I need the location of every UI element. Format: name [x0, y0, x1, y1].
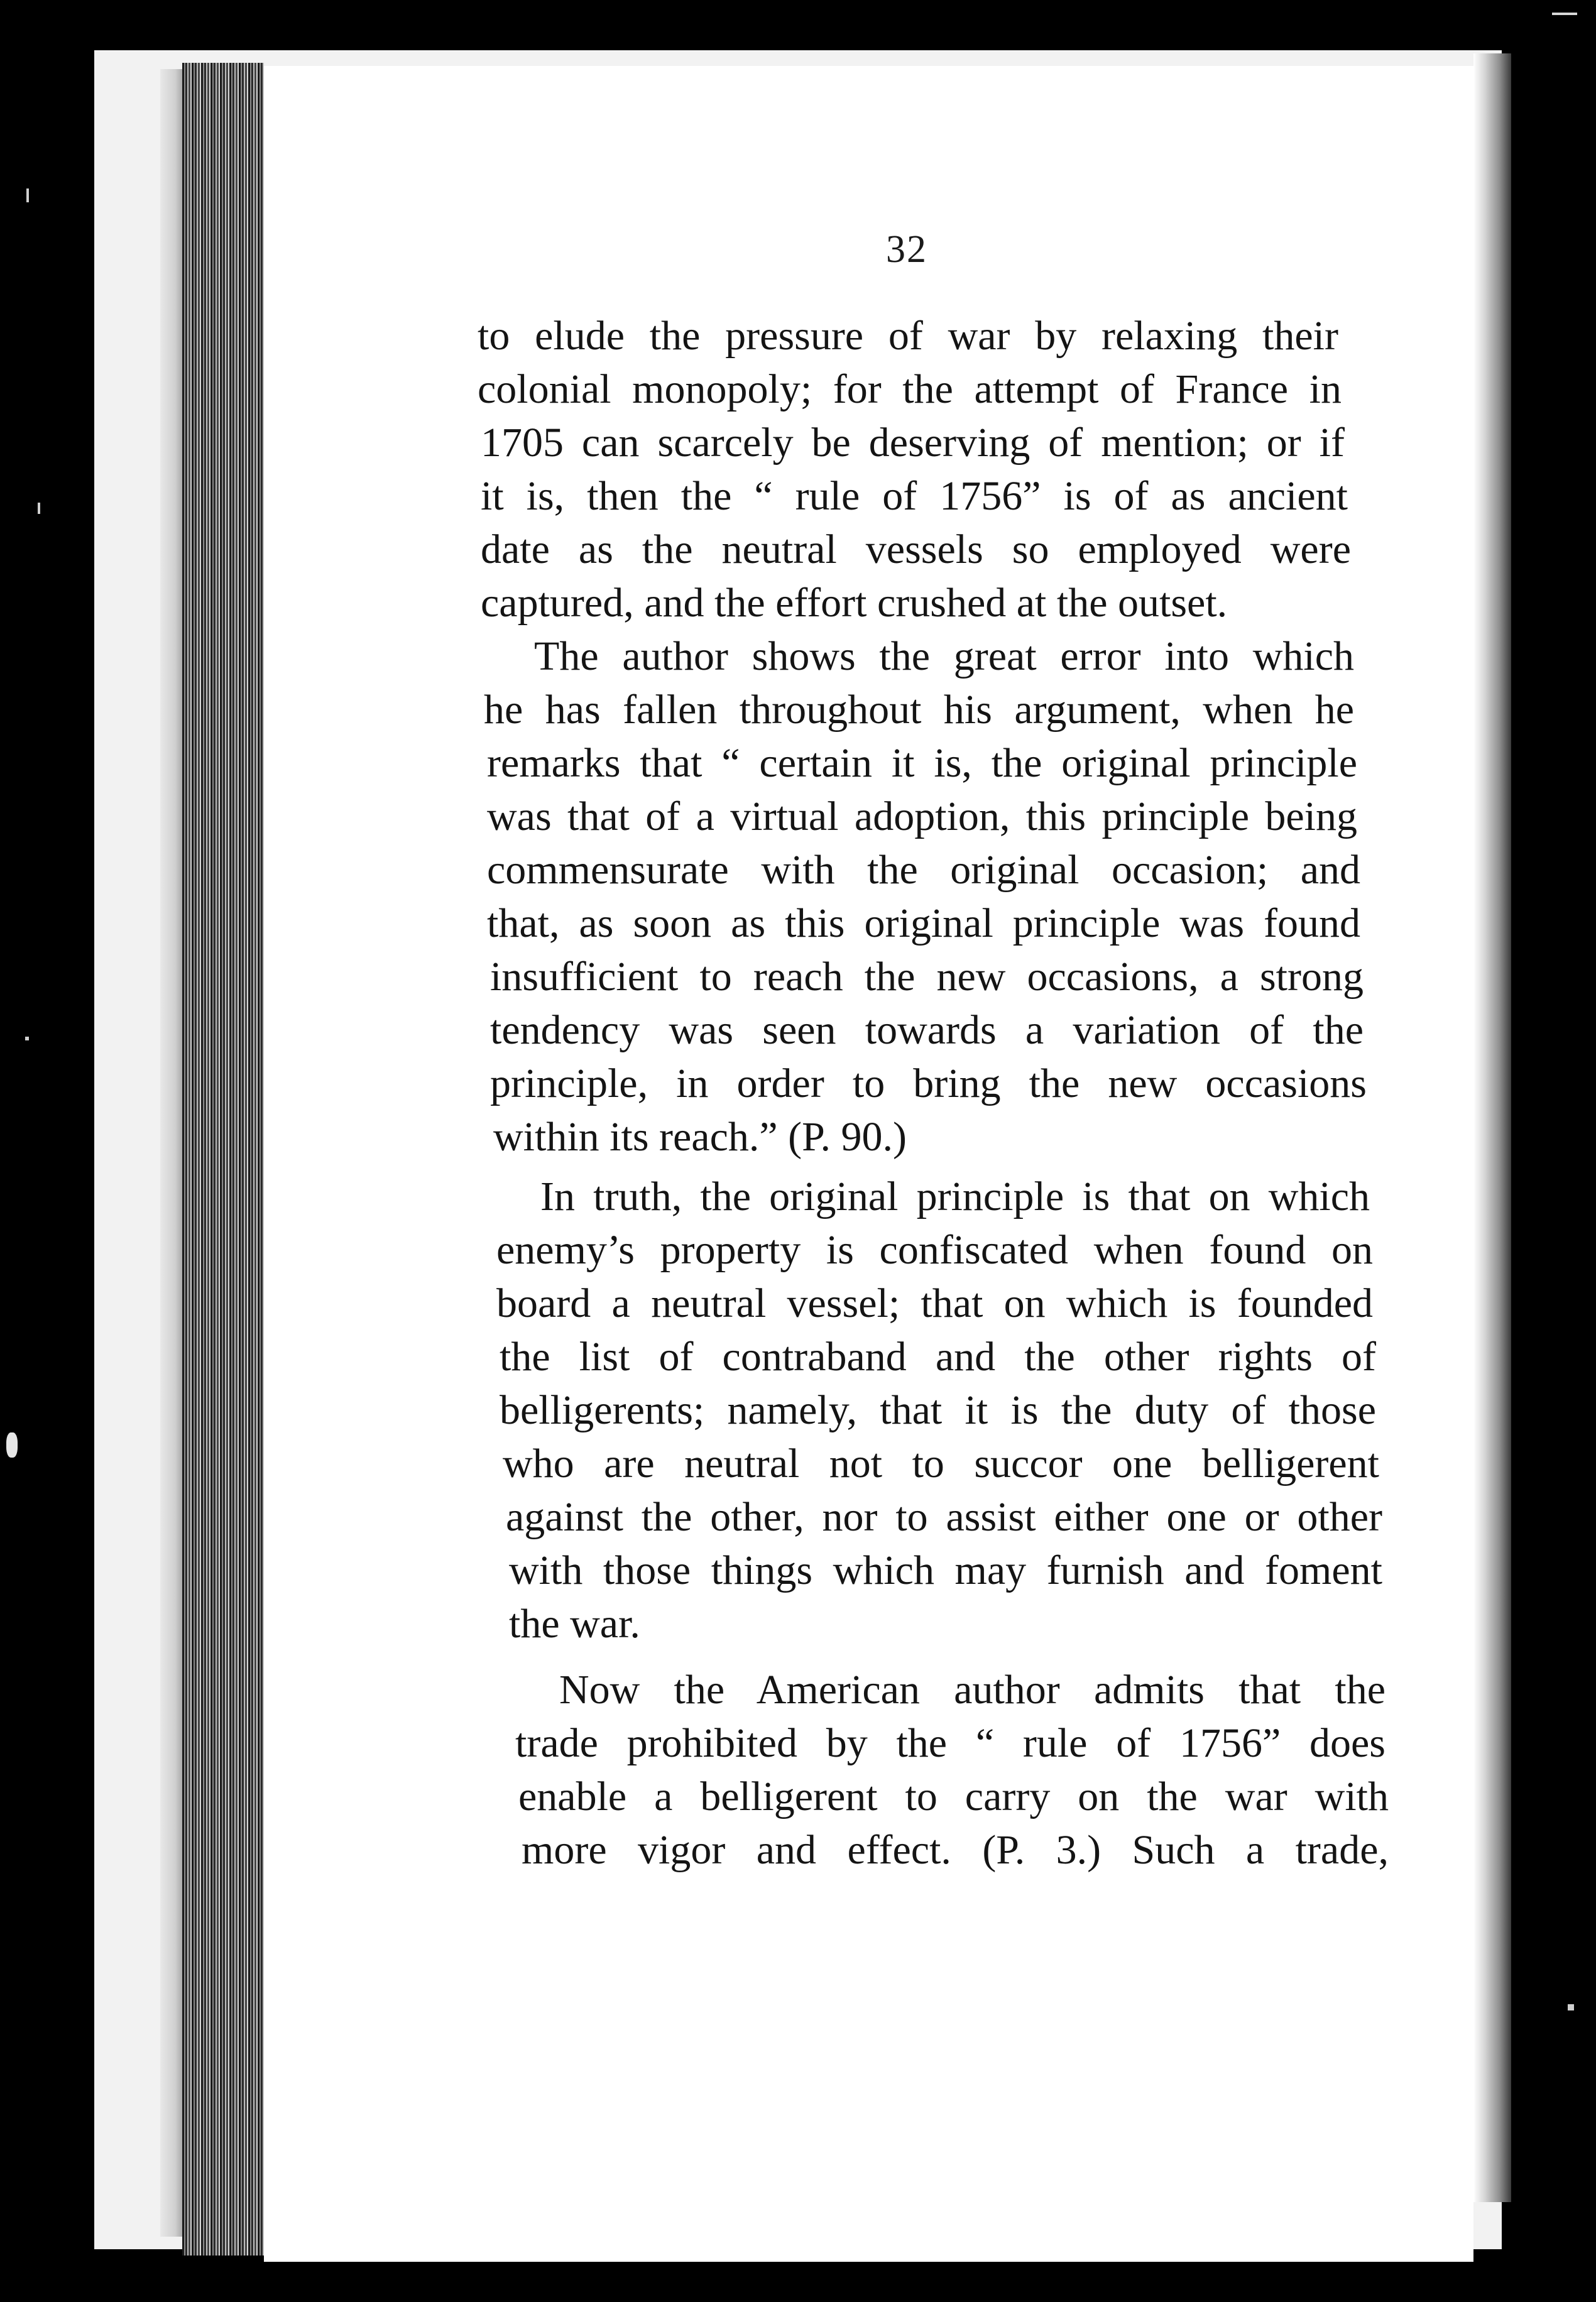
- binding-page-edges: [182, 63, 264, 2256]
- text-line: tendency was seen towards a variation of the: [490, 1007, 1364, 1053]
- margin-speck: [6, 1432, 18, 1458]
- text-line: within its reach.” (P. 90.): [493, 1114, 907, 1160]
- text-line: he has fallen throughout his argument, when he: [484, 687, 1354, 733]
- text-line: principle, in order to bring the new occasions: [490, 1061, 1367, 1106]
- text-line: insufficient to reach the new occasions, a strong: [490, 954, 1364, 1000]
- text-line: The author shows the great error into which: [534, 633, 1354, 679]
- text-line: belligerents; namely, that it is the duty of those: [500, 1387, 1376, 1433]
- text-line: colonial monopoly; for the attempt of France in: [478, 366, 1342, 412]
- text-line: trade prohibited by the “ rule of 1756” does: [515, 1720, 1386, 1766]
- text-line: remarks that “ certain it is, the original principle: [487, 740, 1357, 786]
- text-line: 1705 can scarcely be deserving of mention; or if: [481, 420, 1345, 466]
- text-line: enable a belligerent to carry on the war with: [518, 1774, 1389, 1819]
- text-line: date as the neutral vessels so employed were: [481, 526, 1351, 572]
- margin-speck: [38, 503, 40, 514]
- text-line: commensurate with the original occasion; and: [487, 847, 1360, 893]
- text-line: that, as soon as this original principle was found: [487, 900, 1360, 946]
- margin-speck: [26, 188, 29, 202]
- text-line: to elude the pressure of war by relaxing their: [478, 313, 1338, 359]
- text-line: more vigor and effect. (P. 3.) Such a trade,: [522, 1827, 1389, 1873]
- text-line: the list of contraband and the other rights of: [500, 1334, 1376, 1380]
- text-line: In truth, the original principle is that on which: [540, 1174, 1370, 1219]
- page-edge-left: [160, 69, 185, 2237]
- page-edge-right: [1473, 53, 1511, 2202]
- text-line: enemy’s property is confiscated when found on: [496, 1227, 1373, 1273]
- text-line: it is, then the “ rule of 1756” is of as ancient: [481, 473, 1348, 519]
- text-line: board a neutral vessel; that on which is founded: [496, 1280, 1373, 1326]
- text-line: who are neutral not to succor one belligerent: [503, 1441, 1379, 1486]
- text-line: against the other, nor to assist either one or other: [506, 1494, 1382, 1540]
- page-number: 32: [886, 228, 927, 271]
- text-line: the war.: [509, 1601, 640, 1647]
- margin-speck: [25, 1037, 29, 1040]
- text-line: Now the American author admits that the: [559, 1667, 1386, 1713]
- text-line: captured, and the effort crushed at the outset.: [481, 580, 1228, 626]
- margin-speck: [1552, 13, 1577, 15]
- margin-speck: [1568, 2004, 1574, 2010]
- text-line: with those things which may furnish and foment: [509, 1547, 1382, 1593]
- text-line: was that of a virtual adoption, this principle being: [487, 794, 1357, 839]
